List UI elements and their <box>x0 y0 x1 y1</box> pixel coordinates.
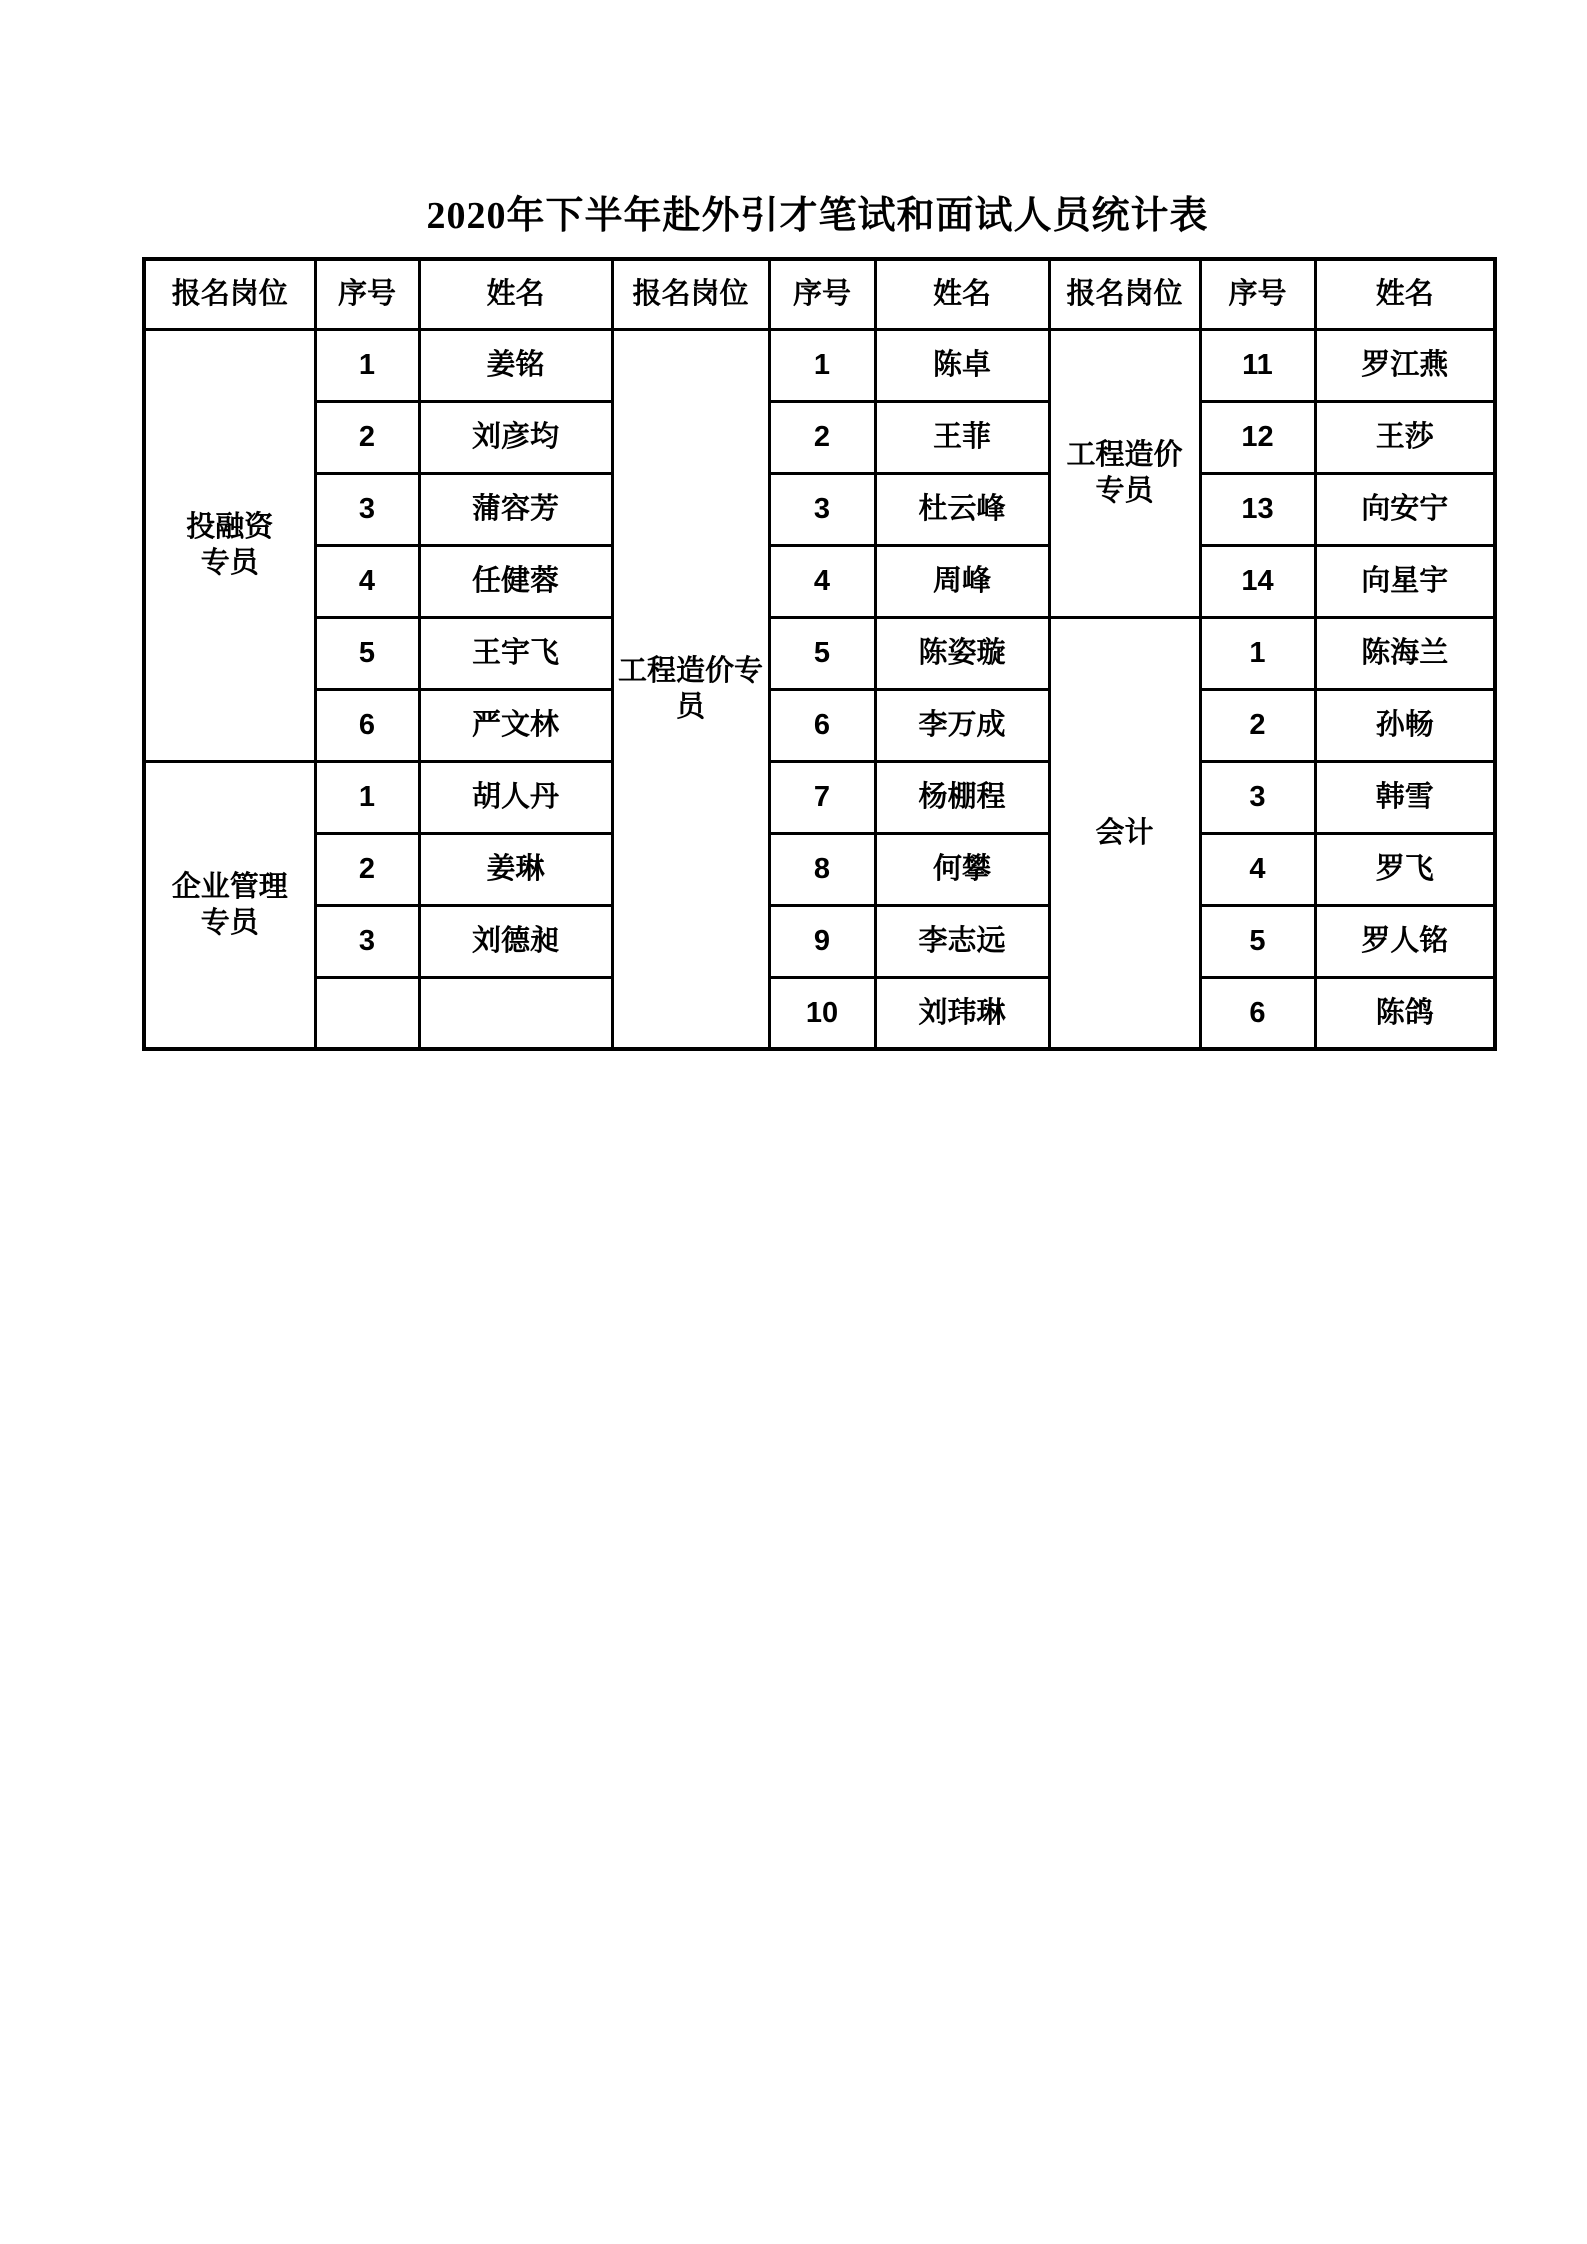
name-cell: 杜云峰 <box>875 473 1049 545</box>
recruitment-roster-table <box>142 257 1497 1051</box>
name-cell: 陈姿璇 <box>875 617 1049 689</box>
name-cell: 胡人丹 <box>419 761 612 833</box>
name-cell: 周峰 <box>875 545 1049 617</box>
serial-cell: 1 <box>315 761 419 833</box>
name-cell: 李志远 <box>875 905 1049 977</box>
serial-cell: 1 <box>1200 617 1315 689</box>
name-cell: 陈海兰 <box>1315 617 1495 689</box>
serial-cell: 9 <box>769 905 875 977</box>
serial-cell: 2 <box>315 401 419 473</box>
position-group-cell <box>144 761 315 1049</box>
header-serial-cell: 序号 <box>769 259 875 329</box>
position-label: 会计 <box>1095 816 1154 849</box>
serial-cell: 3 <box>1200 761 1315 833</box>
name-cell: 姜琳 <box>419 833 612 905</box>
name-cell: 刘德昶 <box>419 905 612 977</box>
serial-cell: 10 <box>769 977 875 1049</box>
name-cell: 李万成 <box>875 689 1049 761</box>
table-row <box>144 401 1495 473</box>
serial-cell: 5 <box>769 617 875 689</box>
header-serial-cell: 序号 <box>315 259 419 329</box>
header-name-cell: 姓名 <box>419 259 612 329</box>
table-row <box>144 761 1495 833</box>
header-serial-cell: 序号 <box>1200 259 1315 329</box>
table-header <box>144 259 1495 329</box>
position-group-cell <box>144 329 315 761</box>
name-cell: 姜铭 <box>419 329 612 401</box>
position-label: 企业管理专员 <box>171 870 288 939</box>
name-cell: 王宇飞 <box>419 617 612 689</box>
name-cell: 任健蓉 <box>419 545 612 617</box>
page-title: 2020年下半年赴外引才笔试和面试人员统计表 <box>426 195 1209 237</box>
name-cell: 罗飞 <box>1315 833 1495 905</box>
serial-cell: 12 <box>1200 401 1315 473</box>
serial-cell: 3 <box>769 473 875 545</box>
table-row <box>144 833 1495 905</box>
table-row <box>144 473 1495 545</box>
header-position-cell: 报名岗位 <box>1049 259 1200 329</box>
serial-cell: 4 <box>1200 833 1315 905</box>
name-cell: 刘玮琳 <box>875 977 1049 1049</box>
header-name-cell: 姓名 <box>875 259 1049 329</box>
serial-cell <box>315 977 419 1049</box>
position-group-cell <box>612 329 769 1049</box>
name-cell: 王菲 <box>875 401 1049 473</box>
header-name-cell: 姓名 <box>1315 259 1495 329</box>
header-position-cell: 报名岗位 <box>612 259 769 329</box>
serial-cell: 6 <box>1200 977 1315 1049</box>
name-cell: 向星宇 <box>1315 545 1495 617</box>
position-group-cell <box>1049 617 1200 1049</box>
name-cell: 杨棚程 <box>875 761 1049 833</box>
name-cell: 向安宁 <box>1315 473 1495 545</box>
table-row <box>144 977 1495 1049</box>
serial-cell: 3 <box>315 473 419 545</box>
table-body <box>144 329 1495 1049</box>
serial-cell: 5 <box>315 617 419 689</box>
serial-cell: 13 <box>1200 473 1315 545</box>
serial-cell: 2 <box>315 833 419 905</box>
serial-cell: 6 <box>315 689 419 761</box>
serial-cell: 4 <box>315 545 419 617</box>
serial-cell: 3 <box>315 905 419 977</box>
serial-cell: 11 <box>1200 329 1315 401</box>
serial-cell: 4 <box>769 545 875 617</box>
name-cell: 罗江燕 <box>1315 329 1495 401</box>
serial-cell: 5 <box>1200 905 1315 977</box>
position-label: 工程造价专员 <box>617 654 763 723</box>
name-cell: 陈鸽 <box>1315 977 1495 1049</box>
position-label: 投融资专员 <box>186 510 274 579</box>
name-cell: 刘彦均 <box>419 401 612 473</box>
name-cell <box>419 977 612 1049</box>
serial-cell: 1 <box>315 329 419 401</box>
serial-cell: 8 <box>769 833 875 905</box>
position-label: 工程造价专员 <box>1066 438 1183 507</box>
table-row <box>144 905 1495 977</box>
serial-cell: 14 <box>1200 545 1315 617</box>
name-cell: 韩雪 <box>1315 761 1495 833</box>
position-group-cell <box>1049 329 1200 617</box>
name-cell: 罗人铭 <box>1315 905 1495 977</box>
name-cell: 陈卓 <box>875 329 1049 401</box>
serial-cell: 6 <box>769 689 875 761</box>
name-cell: 蒲容芳 <box>419 473 612 545</box>
table-row <box>144 545 1495 617</box>
table-row <box>144 617 1495 689</box>
name-cell: 何攀 <box>875 833 1049 905</box>
header-row <box>144 259 1495 329</box>
table-row <box>144 689 1495 761</box>
serial-cell: 2 <box>1200 689 1315 761</box>
header-position-cell: 报名岗位 <box>144 259 315 329</box>
serial-cell: 7 <box>769 761 875 833</box>
serial-cell: 2 <box>769 401 875 473</box>
name-cell: 严文林 <box>419 689 612 761</box>
name-cell: 王莎 <box>1315 401 1495 473</box>
serial-cell: 1 <box>769 329 875 401</box>
table-row <box>144 329 1495 401</box>
name-cell: 孙畅 <box>1315 689 1495 761</box>
